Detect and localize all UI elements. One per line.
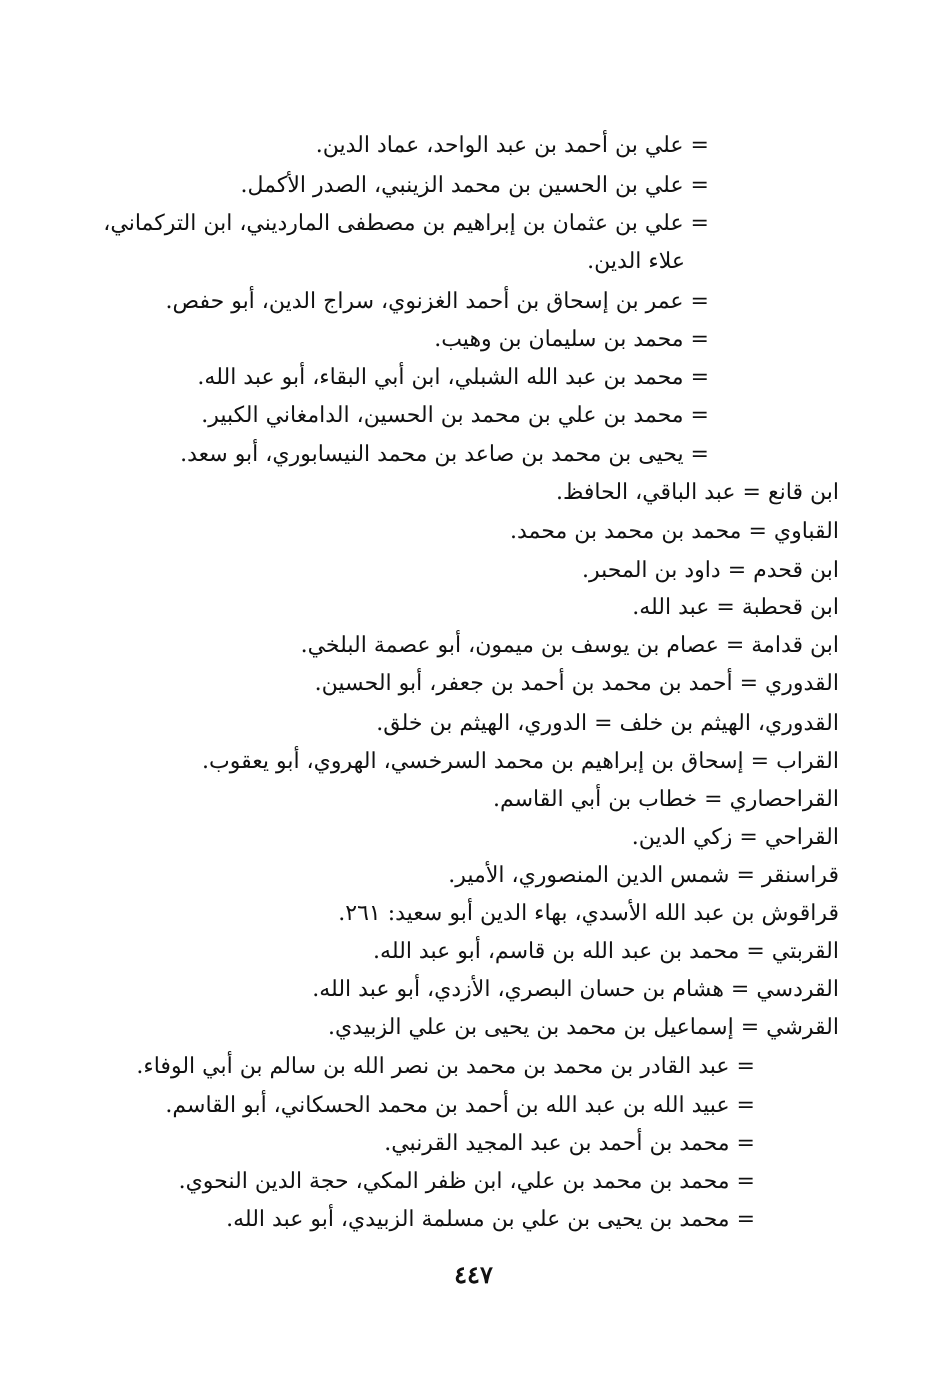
entry-line: علاء الدين. [587,249,685,274]
entry-line: قراقوش بن عبد الله الأسدي، بهاء الدين أبو سعيد: ٢٦١. [338,901,839,926]
entry-line: قراسنقر = شمس الدين المنصوري، الأمير. [448,863,839,888]
entry-line: = محمد بن أحمد بن عبد المجيد القرنبي. [384,1131,755,1156]
entry-line: القرشي = إسماعيل بن محمد بن يحيى بن علي الزبيدي. [327,1015,839,1040]
entry-line: القردسي = هشام بن حسان البصري، الأزدي، أبو عبد الله. [312,977,839,1002]
entry-line: = علي بن عثمان بن إبراهيم بن مصطفى المارديني، ابن التركماني، [103,211,709,236]
entry-line: = عمر بن إسحاق بن أحمد الغزنوي، سراج الدين، أبو حفص. [165,289,709,314]
entry-line: = عبد القادر بن محمد بن محمد بن نصر الله بن سالم بن أبي الوفاء. [136,1054,755,1079]
entry-line: = علي بن أحمد بن عبد الواحد، عماد الدين. [315,133,709,158]
entry-line: القدوري، الهيثم بن خلف = الدوري، الهيثم بن خلق. [376,711,839,736]
entry-line: القراب = إسحاق بن إبراهيم بن محمد السرخسي، الهروي، أبو يعقوب. [202,749,839,774]
entry-line: = عبيد الله بن عبد الله بن أحمد بن محمد الحسكاني، أبو القاسم. [165,1093,755,1118]
entry-line: القراحي = زكي الدين. [631,825,839,850]
entry-line: = محمد بن محمد بن علي، ابن ظفر المكي، حجة الدين النحوي. [178,1169,755,1194]
entry-line: = يحيى بن محمد بن صاعد بن محمد النيسابوري، أبو سعد. [180,442,709,467]
entry-line: القراحصاري = خطاب بن أبي القاسم. [492,787,839,812]
entry-line: القربتي = محمد بن عبد الله بن قاسم، أبو عبد الله. [373,939,839,964]
entry-line: = محمد بن علي بن محمد بن الحسين، الدامغاني الكبير. [201,403,709,428]
entry-line: ابن قحطبة = عبد الله. [632,595,839,620]
entry-line: ابن قدامة = عصام بن يوسف بن ميمون، أبو عصمة البلخي. [300,633,839,658]
entry-line: ابن قحدم = داود بن المحبر. [582,558,839,583]
entry-line: = محمد بن عبد الله الشبلي، ابن أبي البقاء، أبو عبد الله. [197,365,709,390]
entry-line: ابن قانع = عبد الباقي، الحافظ. [556,480,839,505]
page-number: ٤٤٧ [454,1260,493,1289]
entry-line: = محمد بن سليمان بن وهيب. [434,327,709,352]
entry-line: = علي بن الحسين بن محمد الزينبي، الصدر الأكمل. [240,173,709,198]
entry-line: = محمد بن يحيى بن علي بن مسلمة الزبيدي، أبو عبد الله. [226,1207,755,1232]
entry-line: القدوري = أحمد بن محمد بن أحمد بن جعفر، أبو الحسين. [314,671,839,696]
entry-line: القباوي = محمد بن محمد بن محمد. [509,519,839,544]
